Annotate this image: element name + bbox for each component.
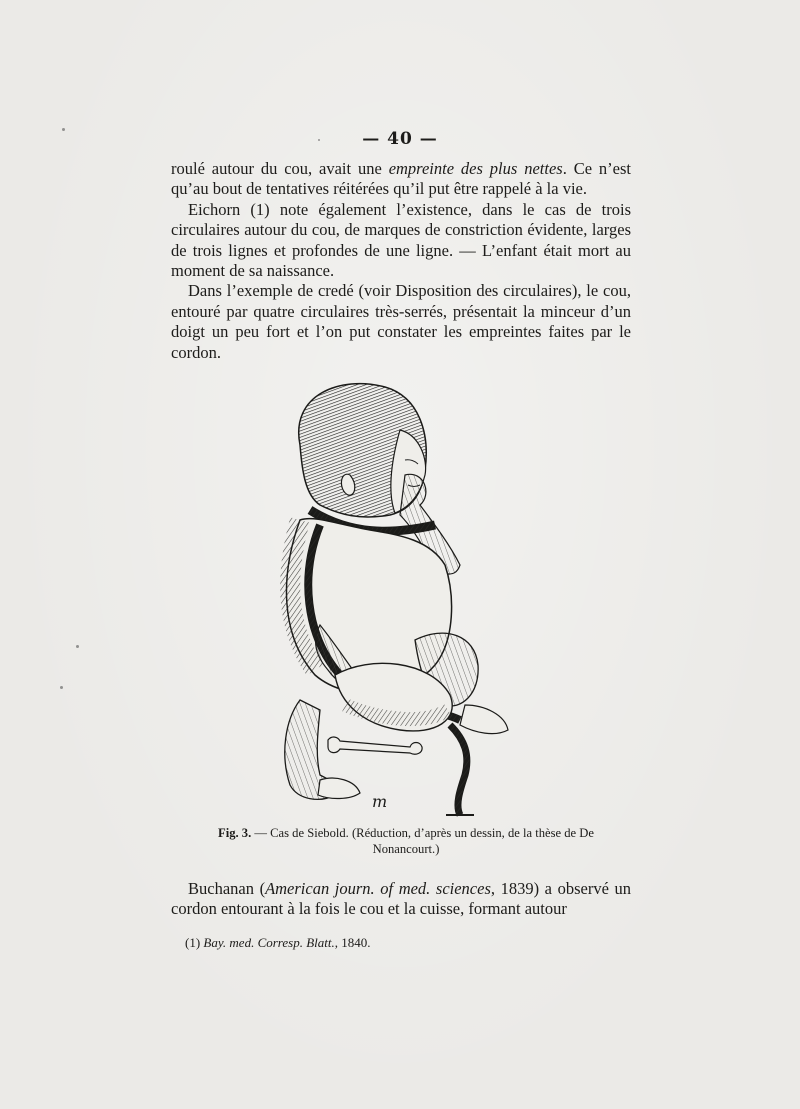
body-text-top: [171, 159, 631, 363]
paragraph-4: [171, 879, 631, 920]
footnote: [185, 935, 585, 951]
paragraph-1-text-a: roulé autour du cou, avait une: [171, 159, 389, 178]
paper-speck: [318, 139, 320, 141]
paragraph-2: Eichorn (1) note également l’existence, dans le cas de trois circulaires autour du cou, de marques de constriction évidente, larges de trois lignes et profondes de une ligne. — L’enfant était mort au moment de sa naissance.: [171, 199, 631, 281]
engraver-signature: m: [372, 792, 388, 811]
figure-illustration: [260, 375, 522, 820]
footnote-marker: (1): [185, 935, 204, 950]
bone-rod: [328, 737, 422, 754]
infant-foot-left: [318, 778, 360, 798]
paragraph-4-text-a: Buchanan (: [188, 879, 266, 898]
paper-speck: [76, 645, 79, 648]
paper-speck: [62, 128, 65, 131]
paragraph-1: [171, 159, 631, 200]
figure-caption-text: — Cas de Siebold. (Réduction, d’après un dessin, de la thèse de De Nonancourt.): [251, 826, 594, 856]
paragraph-1-text-b: . Ce n’est qu’au bout de tentatives réitérées qu’il put être rappelé à la vie.: [171, 159, 631, 199]
paragraph-4-journal: American journ. of med. sciences: [265, 879, 491, 898]
infant-engraving: [260, 375, 522, 820]
paragraph-3: Dans l’exemple de credé (voir Disposition des circulaires), le cou, entouré par quatre circulaires très-serrés, présentait la minceur d’un doigt un peu fort et l’on put constater les empreintes faites par le cordon.: [171, 281, 631, 362]
body-text-bottom: [171, 879, 631, 920]
footnote-source: Bay. med. Corresp. Blatt.: [203, 935, 335, 950]
paragraph-1-emphasis: empreinte des plus nettes: [388, 159, 563, 178]
figure-label: Fig. 3.: [218, 826, 252, 840]
footnote-year: , 1840.: [334, 935, 371, 950]
paragraph-4-text-b: , 1839) a observé un cordon entourant à la fois le cou et la cuisse, formant autour: [171, 879, 631, 919]
infant-foot-right: [460, 705, 508, 734]
paper-speck: [60, 686, 63, 689]
figure-caption: [196, 825, 616, 857]
page-number: — 40 —: [362, 129, 438, 149]
